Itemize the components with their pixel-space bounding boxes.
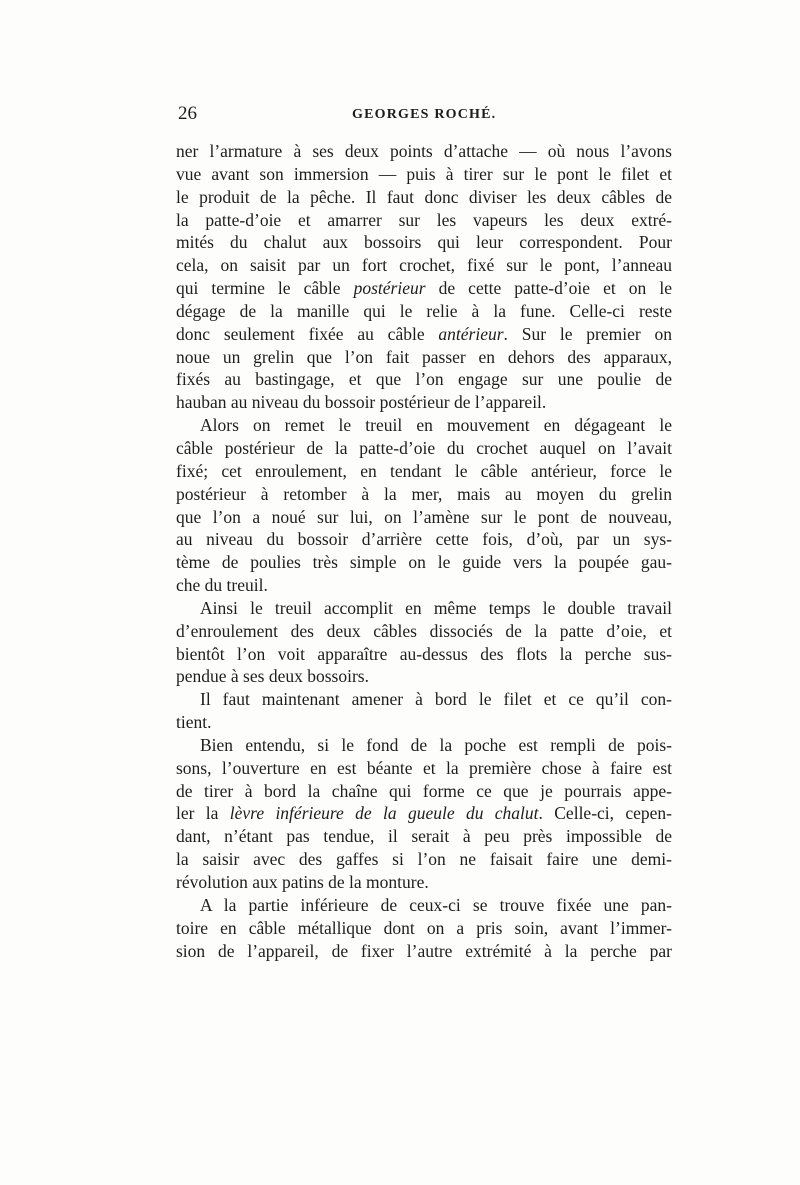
text-line — [176, 848, 672, 871]
text-line — [176, 620, 672, 643]
text-line — [176, 140, 672, 163]
text-segment: de tirer à bord la chaîne qui forme ce que je pourrais appe- — [176, 780, 672, 801]
text-segment: la saisir avec des gaffes si l’on ne faisait faire une demi- — [176, 849, 672, 870]
text-segment: sons, l’ouverture en est béante et la première chose à faire est — [176, 757, 672, 778]
text-line — [176, 734, 672, 757]
text-segment: pendue à ses deux bossoirs. — [176, 666, 369, 687]
text-segment: révolution aux patins de la monture. — [176, 872, 429, 892]
text-line — [176, 940, 672, 963]
text-line — [176, 277, 672, 300]
text-line — [176, 460, 672, 483]
text-line — [176, 231, 672, 254]
text-segment: A la partie inférieure de ceux-ci se trouve fixée une pan- — [200, 894, 672, 915]
text-line — [176, 209, 672, 232]
text-segment: dant, n’étant pas tendue, il serait à peu près impossible de — [176, 826, 672, 847]
text-segment: sion de l’appareil, de fixer l’autre extrémité à la perche par — [176, 940, 672, 961]
text-line — [176, 643, 672, 666]
text-segment: cela, on saisit par un fort crochet, fixé sur le pont, l’anneau — [176, 255, 672, 276]
text-line — [176, 391, 672, 414]
text-line — [176, 551, 672, 574]
text-segment: dégage de la manille qui le relie à la fune. Celle-ci reste — [176, 300, 672, 321]
text-line — [176, 368, 672, 391]
text-segment: d’enroulement des deux câbles dissociés de la patte d’oie, et — [176, 620, 672, 641]
text-segment: noue un grelin que l’on fait passer en dehors des apparaux, — [176, 346, 672, 367]
text-line — [176, 163, 672, 186]
text-segment: donc seulement fixée au câble — [176, 323, 439, 344]
text-line — [176, 825, 672, 848]
text-line — [176, 802, 672, 825]
text-line — [176, 574, 672, 597]
text-segment: câble postérieur de la patte-d’oie du crochet auquel on l’avait — [176, 437, 672, 458]
running-head: GEORGES ROCHÉ. — [352, 107, 497, 122]
text-line — [176, 871, 672, 894]
text-segment: tient. — [176, 712, 212, 733]
page-header — [178, 103, 672, 131]
text-line — [176, 506, 672, 529]
text-line — [176, 711, 672, 734]
text-segment: . Sur le premier on — [503, 323, 672, 344]
text-segment: che du treuil. — [176, 575, 268, 596]
text-line — [176, 414, 672, 437]
text-segment: le produit de la pêche. Il faut donc diviser les deux câbles de — [176, 186, 672, 207]
text-segment: que l’on a noué sur lui, on l’amène sur le pont de nouveau, — [176, 506, 672, 527]
text-line — [176, 528, 672, 551]
text-segment: bientôt l’on voit apparaître au-dessus des flots la perche sus- — [176, 643, 672, 664]
italic-text: postérieur — [353, 278, 426, 299]
text-segment: postérieur à retomber à la mer, mais au moyen du grelin — [176, 483, 672, 504]
text-segment: tème de poulies très simple on le guide vers la poupée gau- — [176, 552, 672, 573]
text-segment: la patte-d’oie et amarrer sur les vapeurs les deux extré- — [176, 209, 672, 230]
text-segment: qui termine le câble — [176, 278, 354, 299]
text-line — [176, 894, 672, 917]
text-line — [176, 757, 672, 780]
italic-text: lèvre inférieure de la gueule du chalut — [229, 803, 539, 824]
text-segment: hauban au niveau du bossoir postérieur de l’appareil. — [176, 392, 547, 413]
text-segment: ler la — [176, 803, 230, 824]
text-segment: vue avant son immersion — puis à tirer sur le pont le filet et — [176, 163, 672, 184]
text-segment: toire en câble métallique dont on a pris soin, avant l’immer- — [176, 917, 672, 938]
text-segment: Bien entendu, si le fond de la poche est rempli de pois- — [200, 734, 672, 755]
text-segment: au niveau du bossoir d’arrière cette fois, d’où, par un sys- — [176, 529, 672, 550]
text-line — [176, 917, 672, 940]
text-segment: fixés au bastingage, et que l’on engage sur une poulie de — [176, 369, 672, 390]
text-line — [176, 597, 672, 620]
body-text — [176, 140, 672, 962]
italic-text: antérieur — [438, 323, 504, 344]
text-segment: Alors on remet le treuil en mouvement en dégageant le — [200, 415, 672, 436]
text-line — [176, 323, 672, 346]
text-line — [176, 254, 672, 277]
text-segment: fixé; cet enroulement, en tendant le câble antérieur, force le — [176, 460, 672, 481]
text-line — [176, 346, 672, 369]
text-segment: Il faut maintenant amener à bord le filet et ce qu’il con- — [200, 689, 672, 710]
text-segment: ner l’armature à ses deux points d’attache — où nous l’avons — [176, 141, 672, 161]
text-segment: de cette patte-d’oie et on le — [425, 278, 672, 299]
text-line — [176, 688, 672, 711]
text-segment: mités du chalut aux bossoirs qui leur correspondent. Pour — [176, 232, 672, 253]
page-number: 26 — [178, 103, 197, 124]
text-line — [176, 186, 672, 209]
text-line — [176, 780, 672, 803]
text-segment: . Celle-ci, cepen- — [538, 803, 672, 824]
text-line — [176, 300, 672, 323]
text-line — [176, 437, 672, 460]
text-line — [176, 665, 672, 688]
text-line — [176, 483, 672, 506]
text-segment: Ainsi le treuil accomplit en même temps le double travail — [200, 597, 672, 618]
